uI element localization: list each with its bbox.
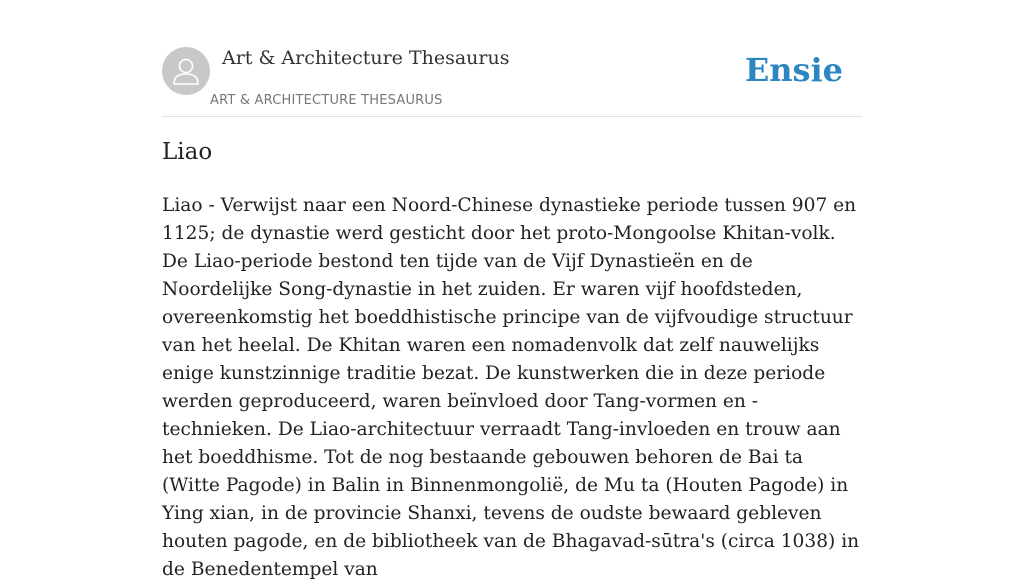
site-title[interactable]: Art & Architecture Thesaurus: [222, 47, 510, 69]
user-silhouette-icon: [162, 47, 210, 95]
site-header: [162, 46, 862, 117]
brand-logo[interactable]: Ensie: [744, 51, 843, 89]
site-subtitle[interactable]: ART & ARCHITECTURE THESAURUS: [210, 93, 443, 108]
page-title: Liao: [162, 139, 213, 165]
article-body: Liao - Verwijst naar een Noord-Chinese dynastieke periode tussen 907 en 1125; de dynastie werd gesticht door het proto-Mongoolse Khitan-volk. De Liao-periode bestond ten tijde van de Vijf Dynastieën en de Noordelijke Song-dynastie in het zuiden. Er waren vijf hoofdsteden, overeenkomstig het boeddhistische principe van de vijfvoudige structuur van het heelal. De Khitan waren een nomadenvolk dat zelf nauwelijks enige kunstzinnige traditie bezat. De kunstwerken die in deze periode werden geproduceerd, waren beïnvloed door Tang-vormen en -technieken. De Liao-architectuur verraadt Tang-invloeden en trouw aan het boeddhisme. Tot de nog bestaande gebouwen behoren de Bai ta (Witte Pagode) in Balin in Binnenmongolië, de Mu ta (Houten Pagode) in Ying xian, in de provincie Shanxi, tevens de oudste bewaard gebleven houten pagode, en de bibliotheek van de Bhagavad-sūtra's (circa 1038) in de Benedentempel van: [162, 195, 860, 580]
avatar[interactable]: [162, 47, 210, 95]
